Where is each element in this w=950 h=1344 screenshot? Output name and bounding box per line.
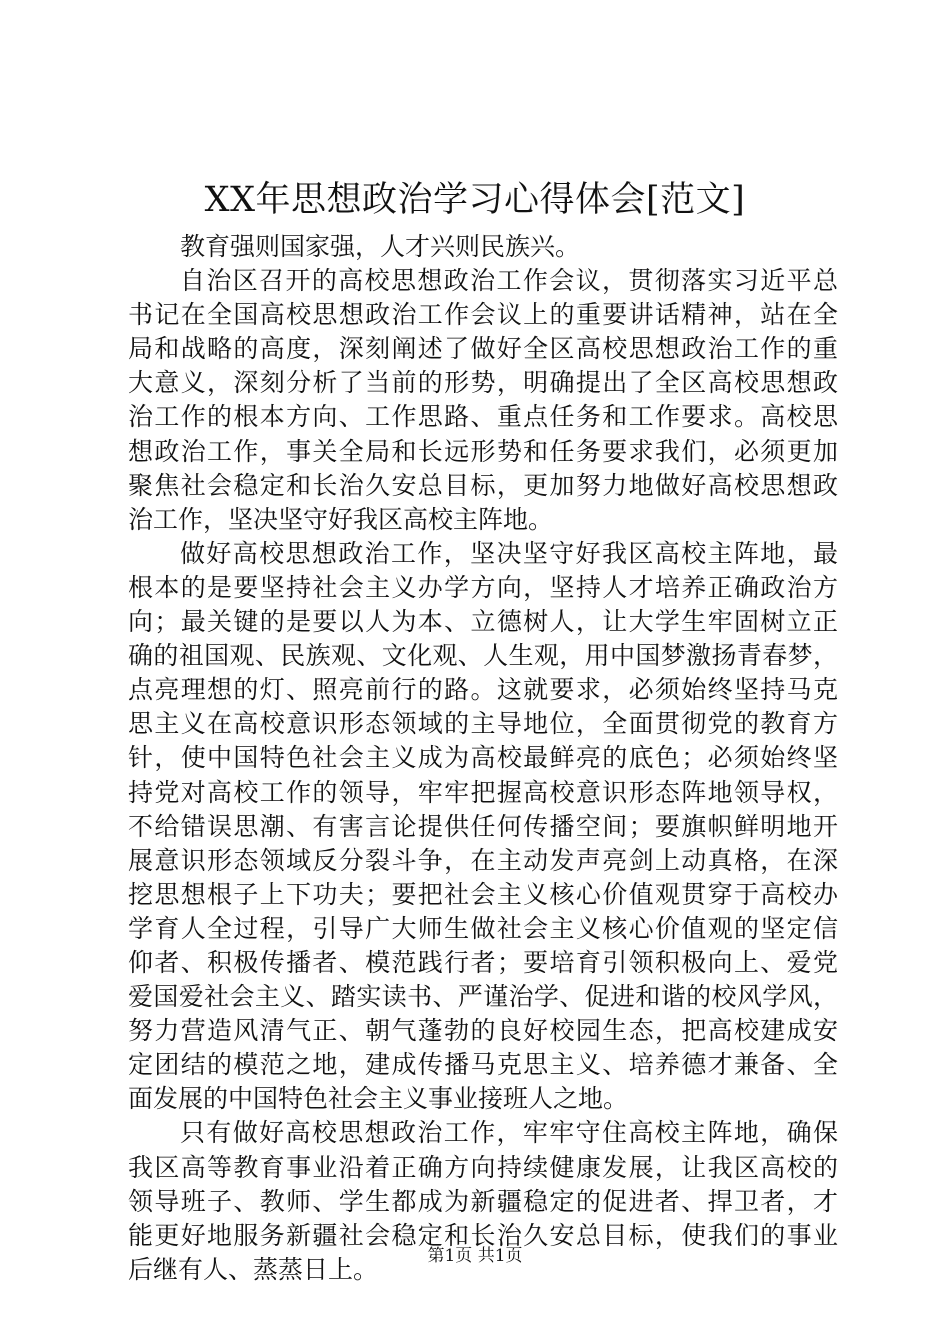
paragraph-line: 针，使中国特色社会主义成为高校最鲜亮的底色；必须始终坚 <box>128 743 838 773</box>
paragraph <box>128 264 838 537</box>
paragraph-line: 挖思想根子上下功夫；要把社会主义核心价值观贯穿于高校办 <box>128 879 838 909</box>
paragraph-line: 根本的是要坚持社会主义办学方向，坚持人才培养正确政治方 <box>128 572 838 602</box>
paragraph-line: 持党对高校工作的领导，牢牢把握高校意识形态阵地领导权， <box>128 777 838 807</box>
document-title: XX年思想政治学习心得体会[范文] <box>204 180 746 220</box>
paragraph-line: 爱国爱社会主义、踏实读书、严谨治学、促进和谐的校风学风， <box>128 982 838 1012</box>
paragraph-line: 书记在全国高校思想政治工作会议上的重要讲话精神，站在全 <box>128 300 838 330</box>
paragraph-line: 仰者、积极传播者、模范践行者；要培育引领积极向上、爱党 <box>128 947 838 977</box>
paragraph-line: 只有做好高校思想政治工作，牢牢守住高校主阵地，确保 <box>180 1118 838 1148</box>
paragraph-line: 点亮理想的灯、照亮前行的路。这就要求，必须始终坚持马克 <box>128 675 838 705</box>
paragraph-line: 局和战略的高度，深刻阐述了做好全区高校思想政治工作的重 <box>128 334 838 364</box>
document-body <box>128 230 838 1287</box>
paragraph-line: 学育人全过程，引导广大师生做社会主义核心价值观的坚定信 <box>128 913 838 943</box>
paragraph-line: 教育强则国家强，人才兴则民族兴。 <box>180 232 581 261</box>
paragraph-line: 治工作，坚决坚守好我区高校主阵地。 <box>128 504 554 534</box>
paragraph-line: 我区高等教育事业沿着正确方向持续健康发展，让我区高校的 <box>128 1152 838 1182</box>
paragraph-line: 能更好地服务新疆社会稳定和长治久安总目标，使我们的事业 <box>128 1220 838 1250</box>
paragraph-line: 领导班子、教师、学生都成为新疆稳定的促进者、捍卫者，才 <box>128 1186 838 1216</box>
paragraph-line: 治工作的根本方向、工作思路、重点任务和工作要求。高校思 <box>128 402 838 432</box>
paragraph-line: 思主义在高校意识形态领域的主导地位，全面贯彻党的教育方 <box>128 709 838 739</box>
paragraph-line: 展意识形态领域反分裂斗争，在主动发声亮剑上动真格，在深 <box>128 845 838 875</box>
paragraph-line: 努力营造风清气正、朝气蓬勃的良好校园生态，把高校建成安 <box>128 1016 838 1046</box>
paragraph <box>128 537 838 1117</box>
paragraph-line: 不给错误思潮、有害言论提供任何传播空间；要旗帜鲜明地开 <box>128 811 838 841</box>
paragraph-line: 定团结的模范之地，建成传播马克思主义、培养德才兼备、全 <box>128 1050 838 1080</box>
paragraph-line: 做好高校思想政治工作，坚决坚守好我区高校主阵地，最 <box>180 538 838 568</box>
paragraph-line: 后继有人、蒸蒸日上。 <box>128 1254 379 1284</box>
page-footer: 第1页 共1页 <box>427 1246 523 1266</box>
paragraph-line: 确的祖国观、民族观、文化观、人生观，用中国梦激扬青春梦， <box>128 641 838 671</box>
paragraph-line: 聚焦社会稳定和长治久安总目标，更加努力地做好高校思想政 <box>128 470 838 500</box>
paragraph-line: 想政治工作，事关全局和长远形势和任务要求我们，必须更加 <box>128 436 838 466</box>
paragraph-line: 自治区召开的高校思想政治工作会议，贯彻落实习近平总 <box>180 266 838 296</box>
paragraph-line: 面发展的中国特色社会主义事业接班人之地。 <box>128 1084 629 1114</box>
paragraph-line: 大意义，深刻分析了当前的形势，明确提出了全区高校思想政 <box>128 368 838 398</box>
paragraph <box>128 230 838 264</box>
paragraph-line: 向；最关键的是要以人为本、立德树人，让大学生牢固树立正 <box>128 607 838 637</box>
